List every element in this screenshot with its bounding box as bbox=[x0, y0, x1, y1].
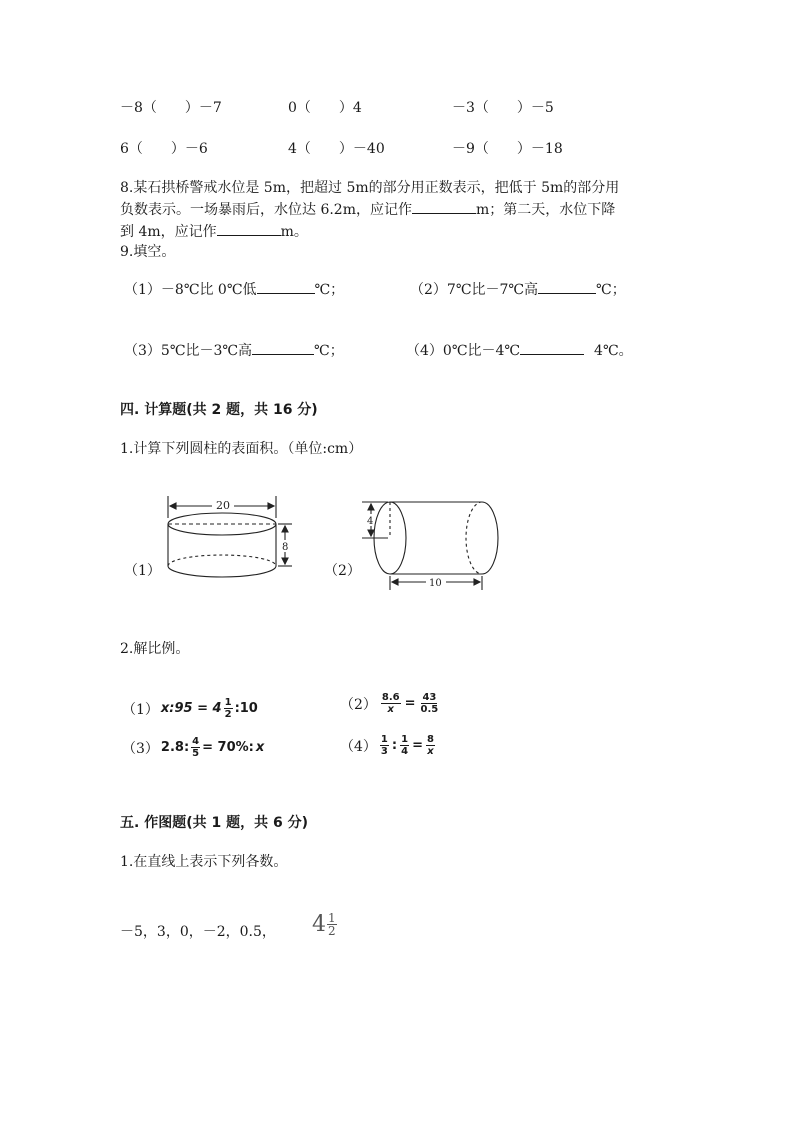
section-heading: 五. 作图题(共 1 题，共 6 分) bbox=[120, 815, 308, 831]
figure-label: （2） bbox=[324, 563, 361, 579]
q8-line3-text: 到 4m，应记作 bbox=[120, 224, 217, 240]
answer-blank[interactable] bbox=[538, 279, 596, 294]
fraction bbox=[420, 692, 440, 715]
fraction bbox=[224, 697, 233, 720]
equation-left: x:95 = 4 bbox=[160, 701, 222, 716]
cylinder-2-len-label: 10 bbox=[429, 578, 442, 589]
cylinder-figures bbox=[120, 490, 520, 600]
answer-blank[interactable] bbox=[520, 340, 584, 355]
cylinder-2 bbox=[362, 502, 498, 590]
compare-item: 4（ ）－40 bbox=[288, 141, 385, 157]
q9-item-3 bbox=[124, 340, 344, 360]
denominator: 5 bbox=[192, 748, 200, 759]
q8-line2-text: m；第二天，水位下降 bbox=[476, 202, 616, 218]
numerator: 1 bbox=[380, 734, 388, 745]
compare-item: －3（ ）－5 bbox=[452, 100, 554, 116]
cylinder-1 bbox=[168, 496, 292, 577]
mixed-number bbox=[312, 912, 337, 937]
answer-blank[interactable] bbox=[217, 221, 281, 236]
q8-line1: 8.某石拱桥警戒水位是 5m，把超过 5m的部分用正数表示，把低于 5m的部分用 bbox=[120, 180, 620, 196]
numerator: 43 bbox=[422, 692, 437, 703]
cylinder-2-dia-label: 4 bbox=[367, 516, 374, 527]
cylinder-1-side-label: 8 bbox=[282, 542, 289, 553]
proportion-2 bbox=[340, 692, 439, 715]
problem-label: （3） bbox=[122, 740, 159, 757]
fraction bbox=[327, 912, 337, 937]
denominator: 4 bbox=[401, 746, 409, 757]
q8-line2 bbox=[120, 199, 615, 219]
section-heading: 四. 计算题(共 2 题，共 16 分) bbox=[120, 402, 318, 418]
compare-item: －8（ ）－7 bbox=[120, 100, 222, 116]
answer-blank[interactable] bbox=[257, 279, 315, 294]
q9-item-4 bbox=[406, 340, 633, 360]
denominator: 2 bbox=[224, 709, 232, 720]
problem-label: （1） bbox=[122, 701, 159, 718]
denominator: 2 bbox=[328, 924, 336, 938]
numerator: 1 bbox=[224, 697, 232, 708]
equation-right: :10 bbox=[234, 701, 258, 716]
q9-item-text: （1）－8℃比 0℃低 bbox=[124, 282, 257, 298]
q9-item-1 bbox=[124, 279, 344, 299]
mixed-whole: 4 bbox=[312, 912, 326, 937]
compare-item: 6（ ）－6 bbox=[120, 141, 208, 157]
answer-blank[interactable] bbox=[412, 199, 476, 214]
denominator: 0.5 bbox=[420, 704, 439, 715]
number-list: －5，3，0，－2，0.5， bbox=[120, 924, 276, 940]
fraction bbox=[400, 734, 409, 757]
compare-item: 0（ ）4 bbox=[288, 100, 362, 116]
q9-item-unit: ℃； bbox=[314, 343, 344, 359]
variable: x bbox=[255, 740, 265, 755]
q9-item-text: （2）7℃比－7℃高 bbox=[410, 282, 539, 298]
q9-item-text: （3）5℃比－3℃高 bbox=[124, 343, 253, 359]
problem-label: （2） bbox=[340, 696, 377, 713]
q9-item-text: （4）0℃比－4℃ bbox=[406, 343, 521, 359]
denominator: x bbox=[427, 746, 434, 757]
q9-item-unit: 4℃。 bbox=[594, 343, 633, 359]
question-text: 1.计算下列圆柱的表面积。（单位:cm） bbox=[120, 441, 363, 457]
equation-right: = 70%: bbox=[202, 740, 254, 755]
q8-line3-text: m。 bbox=[280, 224, 308, 240]
q9-item-unit: ℃； bbox=[314, 282, 345, 298]
q9-title: 9.填空。 bbox=[120, 244, 176, 260]
equals-sign: = bbox=[412, 738, 423, 753]
denominator: 3 bbox=[380, 746, 388, 757]
ratio-colon: : bbox=[391, 738, 398, 753]
question-text: 2.解比例。 bbox=[120, 641, 190, 657]
fraction bbox=[381, 692, 401, 715]
figure-label: （1） bbox=[124, 563, 161, 579]
fraction bbox=[380, 734, 389, 757]
compare-item: －9（ ）－18 bbox=[452, 141, 563, 157]
fraction bbox=[426, 734, 435, 757]
cylinder-1-top-label: 20 bbox=[216, 499, 230, 512]
fraction bbox=[191, 736, 200, 759]
equals-sign: = bbox=[404, 696, 416, 711]
answer-blank[interactable] bbox=[252, 340, 314, 355]
q9-item-2 bbox=[410, 279, 626, 299]
numerator: 4 bbox=[192, 736, 200, 747]
question-text: 1.在直线上表示下列各数。 bbox=[120, 854, 288, 870]
denominator: x bbox=[387, 704, 394, 715]
q8-line2-text: 负数表示。一场暴雨后，水位达 6.2m，应记作 bbox=[120, 202, 412, 218]
problem-label: （4） bbox=[340, 738, 377, 755]
numerator: 1 bbox=[328, 911, 336, 925]
numerator: 8.6 bbox=[381, 692, 400, 703]
equation-left: 2.8: bbox=[160, 740, 190, 755]
q8-line3 bbox=[120, 221, 308, 241]
proportion-3 bbox=[122, 736, 264, 759]
numerator: 1 bbox=[401, 734, 409, 745]
proportion-4 bbox=[340, 734, 435, 757]
proportion-1 bbox=[122, 697, 258, 720]
q9-item-unit: ℃； bbox=[596, 282, 626, 298]
numerator: 8 bbox=[426, 734, 434, 745]
